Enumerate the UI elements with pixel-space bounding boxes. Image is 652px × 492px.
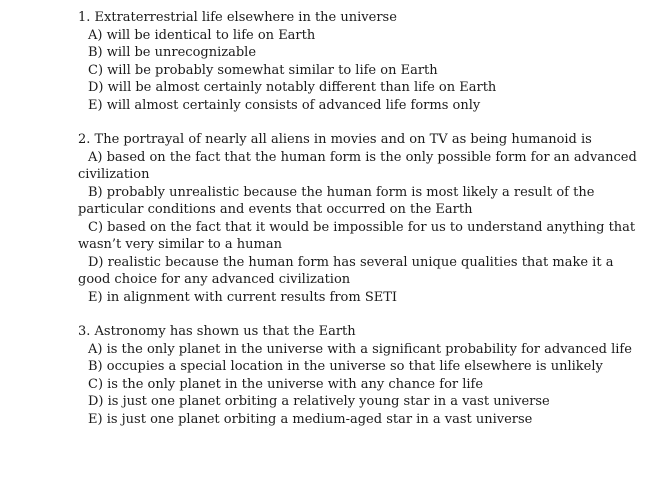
option-d: D) will be almost certainly notably different than life on Earth <box>88 80 497 95</box>
option-e: E) in alignment with current results from SETI <box>88 289 398 305</box>
question-text: 3. Astronomy has shown us that the Earth <box>78 324 356 339</box>
option-c: C) will be probably somewhat similar to life on Earth <box>88 62 438 78</box>
document-page <box>78 9 646 445</box>
option-a: A) based on the fact that the human form is the only possible form for an advanced civilization <box>78 149 637 182</box>
option-d: D) is just one planet orbiting a relatively young star in a vast universe <box>88 394 550 409</box>
question-text: 1. Extraterrestrial life elsewhere in the universe <box>78 10 397 25</box>
option-c: C) based on the fact that it would be impossible for us to understand anything that wasn’t very similar to a human <box>78 219 636 252</box>
option-b: B) probably unrealistic because the human form is most likely a result of the particular conditions and events that occurred on the Earth <box>78 184 595 217</box>
option-d: D) realistic because the human form has several unique qualities that make it a good choice for any advanced civilization <box>78 254 614 287</box>
question-3 <box>78 323 646 428</box>
question-text: 2. The portrayal of nearly all aliens in movies and on TV as being humanoid is <box>78 132 592 147</box>
question-2 <box>78 131 646 306</box>
option-e: E) is just one planet orbiting a medium-aged star in a vast universe <box>88 411 533 427</box>
option-c: C) is the only planet in the universe with any chance for life <box>88 376 484 392</box>
option-b: B) occupies a special location in the universe so that life elsewhere is unlikely <box>88 359 603 374</box>
option-e: E) will almost certainly consists of advanced life forms only <box>88 97 481 113</box>
option-a: A) is the only planet in the universe with a significant probability for advanced life <box>88 341 632 357</box>
question-1 <box>78 9 646 114</box>
option-b: B) will be unrecognizable <box>88 45 257 60</box>
option-a: A) will be identical to life on Earth <box>88 27 316 43</box>
